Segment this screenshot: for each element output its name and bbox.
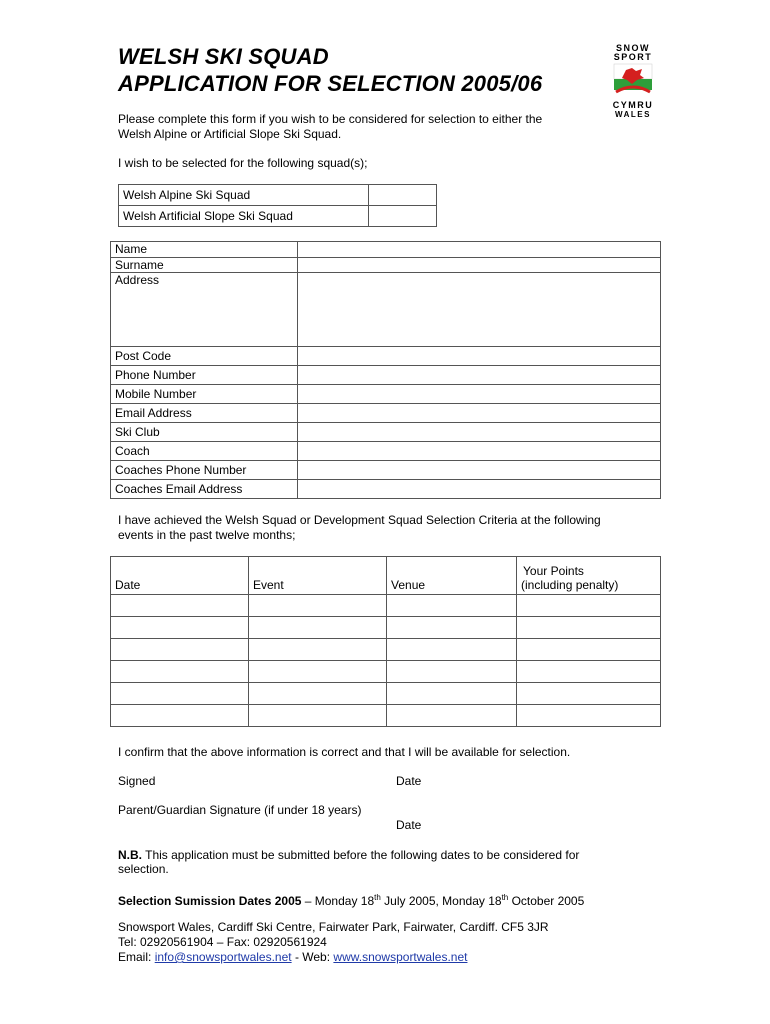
confirm-statement: I confirm that the above information is correct and that I will be available for selection.	[118, 745, 571, 759]
contact-email-web	[118, 950, 467, 965]
input-post-code[interactable]	[298, 347, 661, 366]
squad-table	[118, 184, 437, 227]
label-post-code: Post Code	[111, 347, 298, 366]
logo-text-wales: WALES	[615, 110, 651, 119]
cell-event[interactable]	[249, 661, 387, 683]
cell-points[interactable]	[517, 617, 661, 639]
signed-label: Signed	[118, 774, 156, 788]
squad-row-artificial	[119, 206, 437, 227]
contact-address: Snowsport Wales, Cardiff Ski Centre, Fairwater Park, Fairwater, Cardiff. CF5 3JR	[118, 920, 549, 934]
submission-dates	[118, 890, 584, 909]
email-link[interactable]: info@snowsportwales.net	[154, 950, 292, 964]
events-header-row	[111, 557, 661, 595]
date-label-2: Date	[396, 818, 422, 832]
label-email: Email Address	[111, 404, 298, 423]
logo-text-sport: SPORT	[613, 52, 653, 62]
cell-event[interactable]	[249, 595, 387, 617]
input-mobile[interactable]	[298, 385, 661, 404]
input-ski-club[interactable]	[298, 423, 661, 442]
squad-row-alpine	[119, 185, 437, 206]
criteria-line-1: I have achieved the Welsh Squad or Development Squad Selection Criteria at the following	[118, 513, 601, 527]
squad-label-artificial: Welsh Artificial Slope Ski Squad	[119, 206, 369, 227]
cell-event[interactable]	[249, 683, 387, 705]
events-row	[111, 639, 661, 661]
label-coach-email: Coaches Email Address	[111, 480, 298, 499]
date-label-1: Date	[396, 774, 422, 788]
cell-venue[interactable]	[387, 639, 517, 661]
criteria-line-2: events in the past twelve months;	[118, 528, 296, 542]
input-name[interactable]	[298, 242, 661, 258]
label-address: Address	[111, 273, 298, 347]
web-link[interactable]: www.snowsportwales.net	[333, 950, 468, 964]
label-coach-phone: Coaches Phone Number	[111, 461, 298, 480]
logo-text-cymru: CYMRU	[612, 100, 654, 110]
guardian-signature-label: Parent/Guardian Signature (if under 18 years)	[118, 803, 362, 817]
nb-label: N.B.	[118, 848, 142, 862]
header-points	[517, 557, 661, 595]
input-coach-phone[interactable]	[298, 461, 661, 480]
header-venue: Venue	[387, 557, 517, 595]
events-row	[111, 705, 661, 727]
title-line-2: APPLICATION FOR SELECTION 2005/06	[118, 71, 543, 96]
dates-part-1: – Monday 18	[301, 894, 375, 908]
input-coach[interactable]	[298, 442, 661, 461]
label-mobile: Mobile Number	[111, 385, 298, 404]
cell-venue[interactable]	[387, 661, 517, 683]
input-address[interactable]	[298, 273, 661, 347]
web-label: - Web:	[291, 950, 334, 964]
cell-date[interactable]	[111, 705, 249, 727]
cell-date[interactable]	[111, 617, 249, 639]
squad-checkbox-artificial[interactable]	[369, 206, 437, 227]
squad-label-alpine: Welsh Alpine Ski Squad	[119, 185, 369, 206]
submission-dates-label: Selection Sumission Dates 2005	[118, 894, 302, 908]
email-label: Email:	[118, 950, 155, 964]
cell-event[interactable]	[249, 639, 387, 661]
welsh-flag-icon	[610, 62, 656, 96]
title-line-1: WELSH SKI SQUAD	[118, 44, 329, 69]
header-points-line1: Your Points	[523, 564, 584, 578]
nb-text: This application must be submitted before the following dates to be considered for	[142, 848, 580, 862]
intro-line-1: Please complete this form if you wish to be considered for selection to either the	[118, 112, 543, 126]
dates-sup-2: th	[501, 893, 509, 902]
cell-date[interactable]	[111, 639, 249, 661]
cell-venue[interactable]	[387, 705, 517, 727]
logo-text-snow: SNOW	[616, 43, 650, 53]
dates-part-3: October 2005	[508, 894, 585, 908]
cell-date[interactable]	[111, 683, 249, 705]
cell-event[interactable]	[249, 705, 387, 727]
nb-line-2: selection.	[118, 862, 169, 876]
cell-event[interactable]	[249, 617, 387, 639]
events-row	[111, 595, 661, 617]
label-ski-club: Ski Club	[111, 423, 298, 442]
contact-tel-fax: Tel: 02920561904 – Fax: 02920561924	[118, 935, 327, 949]
header-date: Date	[111, 557, 249, 595]
input-email[interactable]	[298, 404, 661, 423]
events-row	[111, 683, 661, 705]
dates-part-2: July 2005, Monday 18	[380, 894, 502, 908]
nb-line-1	[118, 848, 579, 863]
events-row	[111, 617, 661, 639]
events-row	[111, 661, 661, 683]
input-phone[interactable]	[298, 366, 661, 385]
snowsport-wales-logo	[610, 44, 656, 120]
cell-venue[interactable]	[387, 595, 517, 617]
cell-venue[interactable]	[387, 683, 517, 705]
cell-points[interactable]	[517, 595, 661, 617]
label-name: Name	[111, 242, 298, 258]
label-surname: Surname	[111, 258, 298, 273]
input-surname[interactable]	[298, 258, 661, 273]
cell-venue[interactable]	[387, 617, 517, 639]
label-phone: Phone Number	[111, 366, 298, 385]
personal-details-table	[110, 241, 661, 499]
input-coach-email[interactable]	[298, 480, 661, 499]
cell-points[interactable]	[517, 639, 661, 661]
header-points-line2: (including penalty)	[521, 578, 619, 592]
cell-points[interactable]	[517, 661, 661, 683]
dates-sup-1: th	[374, 893, 381, 902]
cell-points[interactable]	[517, 683, 661, 705]
squad-prompt: I wish to be selected for the following squad(s);	[118, 156, 368, 170]
cell-date[interactable]	[111, 595, 249, 617]
header-event: Event	[249, 557, 387, 595]
events-table	[110, 556, 661, 727]
squad-checkbox-alpine[interactable]	[369, 185, 437, 206]
intro-line-2: Welsh Alpine or Artificial Slope Ski Squad.	[118, 127, 342, 141]
cell-points[interactable]	[517, 705, 661, 727]
cell-date[interactable]	[111, 661, 249, 683]
label-coach: Coach	[111, 442, 298, 461]
